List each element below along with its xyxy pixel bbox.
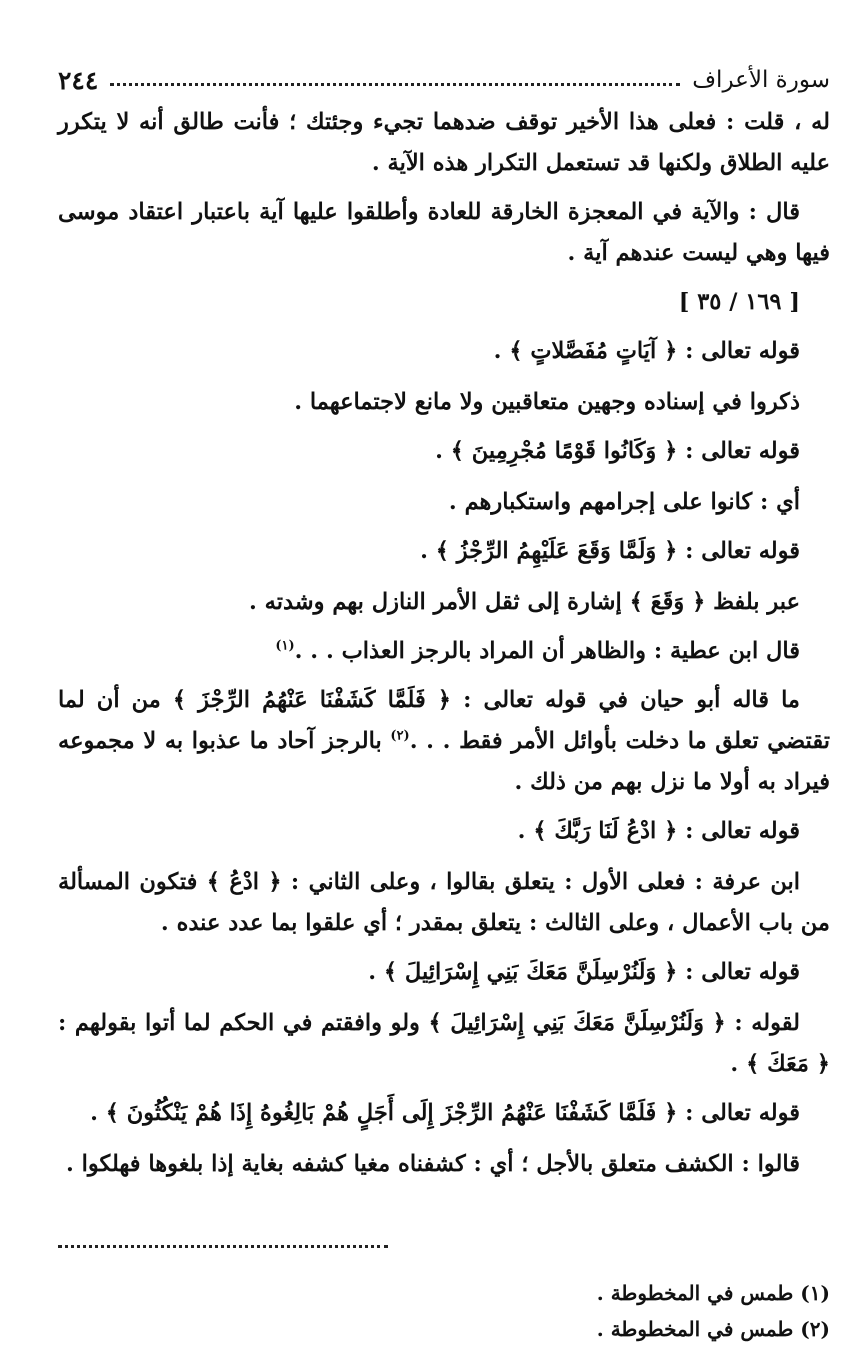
footnote: (١) طمس في المخطوطة . [596, 1281, 830, 1305]
surah-title: سورة الأعراف [692, 67, 830, 93]
page-number: ٢٤٤ [58, 65, 99, 95]
paragraph-text: ما قاله أبو حيان في قوله تعالى : ﴿ فَلَمَّا كَشَفْنَا عَنْهُمُ الرِّجْزَ ﴾ من أن لما تقتضي تعلق ما دخلت بأوائل الأمر فقط . . . [58, 687, 830, 754]
footnotes [597, 1275, 830, 1347]
paragraph [58, 680, 830, 803]
paragraph [58, 631, 830, 672]
paragraph: له ، قلت : فعلى هذا الأخير توقف ضدهما تجيء وجئتك ؛ فأنت طالق أنه لا يتكرر عليه الطلاق ولكنها قد تستعمل التكرار هذه الآية . [58, 109, 830, 176]
header-dotted-leader [110, 83, 680, 86]
footnote-separator [58, 1245, 388, 1248]
footnote-ref: (٢) [390, 728, 410, 744]
footnote: (٢) طمس في المخطوطة . [596, 1317, 830, 1341]
running-header [58, 62, 830, 98]
paragraph: ذكروا في إسناده وجهين متعاقبين ولا مانع لاجتماعهما . [294, 389, 800, 415]
paragraph: قال : والآية في المعجزة الخارقة للعادة وأطلقوا عليها آية باعتبار اعتقاد موسى فيها وهي ليست عندهم آية . [58, 199, 830, 266]
verse-heading: قوله تعالى : ﴿ وَكَانُوا قَوْمًا مُجْرِمِينَ ﴾ . [435, 438, 800, 464]
verse-heading: قوله تعالى : ﴿ آيَاتٍ مُفَصَّلاتٍ ﴾ . [493, 338, 800, 364]
paragraph-text: بالرجز آحاد ما عذبوا به لا مجموعه فيراد به أولا ما نزل بهم من ذلك . [58, 728, 830, 795]
footnote-ref: (١) [275, 638, 295, 654]
main-text [58, 102, 830, 1193]
paragraph-text: قال ابن عطية : والظاهر أن المراد بالرجز العذاب . . . [294, 638, 800, 664]
verse-heading: قوله تعالى : ﴿ وَلَمَّا وَقَعَ عَلَيْهِمُ الرِّجْزُ ﴾ . [420, 538, 800, 564]
verse-heading: قوله تعالى : ﴿ ادْعُ لَنَا رَبَّكَ ﴾ . [517, 818, 800, 844]
verse-heading: قوله تعالى : ﴿ وَلَنُرْسِلَنَّ مَعَكَ بَنِي إِسْرَائِيلَ ﴾ . [368, 959, 800, 985]
paragraph: لقوله : ﴿ وَلَنُرْسِلَنَّ مَعَكَ بَنِي إِسْرَائِيلَ ﴾ ولو وافقتم في الحكم لما أتوا بقولهم : ﴿ مَعَكَ ﴾ . [58, 1010, 830, 1077]
paragraph: قالوا : الكشف متعلق بالأجل ؛ أي : كشفناه مغيا كشفه بغاية إذا بلغوها فهلكوا . [66, 1151, 800, 1177]
paragraph: ابن عرفة : فعلى الأول : يتعلق بقالوا ، وعلى الثاني : ﴿ ادْعُ ﴾ فتكون المسألة من باب الأعمال ، وعلى الثالث : يتعلق بمقدر ؛ أي علقوا بما عدد عنده . [58, 869, 830, 936]
page-reference: [ ١٦٩ / ٣٥ ] [678, 289, 800, 315]
paragraph: عبر بلفظ ﴿ وَقَعَ ﴾ إشارة إلى ثقل الأمر النازل بهم وشدته . [248, 589, 800, 615]
paragraph: أي : كانوا على إجرامهم واستكبارهم . [448, 489, 800, 515]
verse-heading: قوله تعالى : ﴿ فَلَمَّا كَشَفْنَا عَنْهُمُ الرِّجْزَ إِلَى أَجَلٍ هُمْ بَالِغُوهُ إِذَا هُمْ يَنْكُثُونَ ﴾ . [90, 1100, 800, 1126]
